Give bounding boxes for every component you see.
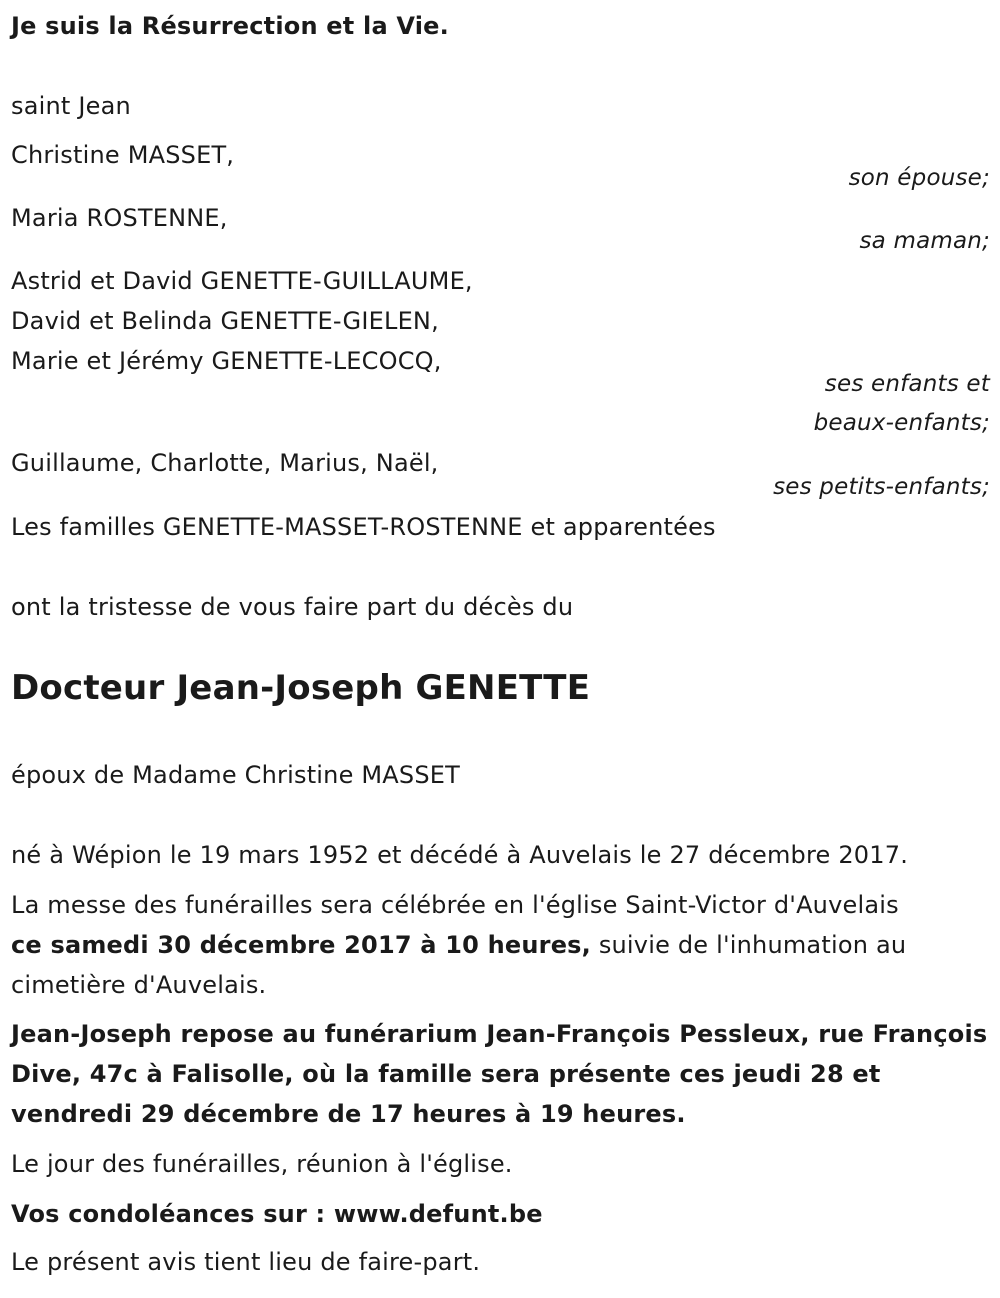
citation: saint Jean — [11, 92, 131, 120]
notice: Le présent avis tient lieu de faire-part. — [11, 1248, 481, 1276]
related-families: Les familles GENETTE-MASSET-ROSTENNE et apparentées — [11, 513, 716, 541]
mass-line-1: La messe des funérailles sera célébrée en l'église Saint-Victor d'Auvelais — [11, 891, 899, 919]
funerarium-line-2: Dive, 47c à Falisolle, où la famille sera présente ces jeudi 28 et — [11, 1060, 881, 1088]
children-role-2: beaux-enfants; — [813, 410, 990, 436]
funerarium-line-1: Jean-Joseph repose au funérarium Jean-François Pessleux, rue François — [11, 1020, 988, 1048]
child-couple-1: Astrid et David GENETTE-GUILLAUME, — [11, 267, 473, 295]
funerarium-line-3: vendredi 29 décembre de 17 heures à 19 heures. — [11, 1100, 686, 1128]
child-couple-3: Marie et Jérémy GENETTE-LECOCQ, — [11, 347, 442, 375]
birth-death: né à Wépion le 19 mars 1952 et décédé à Auvelais le 27 décembre 2017. — [11, 841, 909, 869]
announcement: ont la tristesse de vous faire part du décès du — [11, 593, 574, 621]
spouse-role: son épouse; — [848, 165, 990, 191]
mother-role: sa maman; — [859, 228, 990, 254]
grandchildren-names: Guillaume, Charlotte, Marius, Naël, — [11, 449, 439, 477]
heading-quote: Je suis la Résurrection et la Vie. — [11, 12, 449, 40]
mass-line-3: cimetière d'Auvelais. — [11, 971, 267, 999]
mass-line-2-rest: suivie de l'inhumation au — [590, 931, 907, 959]
grandchildren-role: ses petits-enfants; — [773, 474, 990, 500]
spouse-of: époux de Madame Christine MASSET — [11, 761, 460, 789]
child-couple-2: David et Belinda GENETTE-GIELEN, — [11, 307, 439, 335]
children-role-1: ses enfants et — [824, 371, 990, 397]
deceased-name: Docteur Jean-Joseph GENETTE — [11, 668, 591, 708]
mass-date: ce samedi 30 décembre 2017 à 10 heures, — [11, 931, 591, 959]
mass-line-2 — [11, 933, 906, 957]
spouse-name: Christine MASSET, — [11, 141, 235, 169]
meeting-info: Le jour des funérailles, réunion à l'église. — [11, 1150, 513, 1178]
mother-name: Maria ROSTENNE, — [11, 204, 228, 232]
condolences: Vos condoléances sur : www.defunt.be — [11, 1200, 543, 1228]
